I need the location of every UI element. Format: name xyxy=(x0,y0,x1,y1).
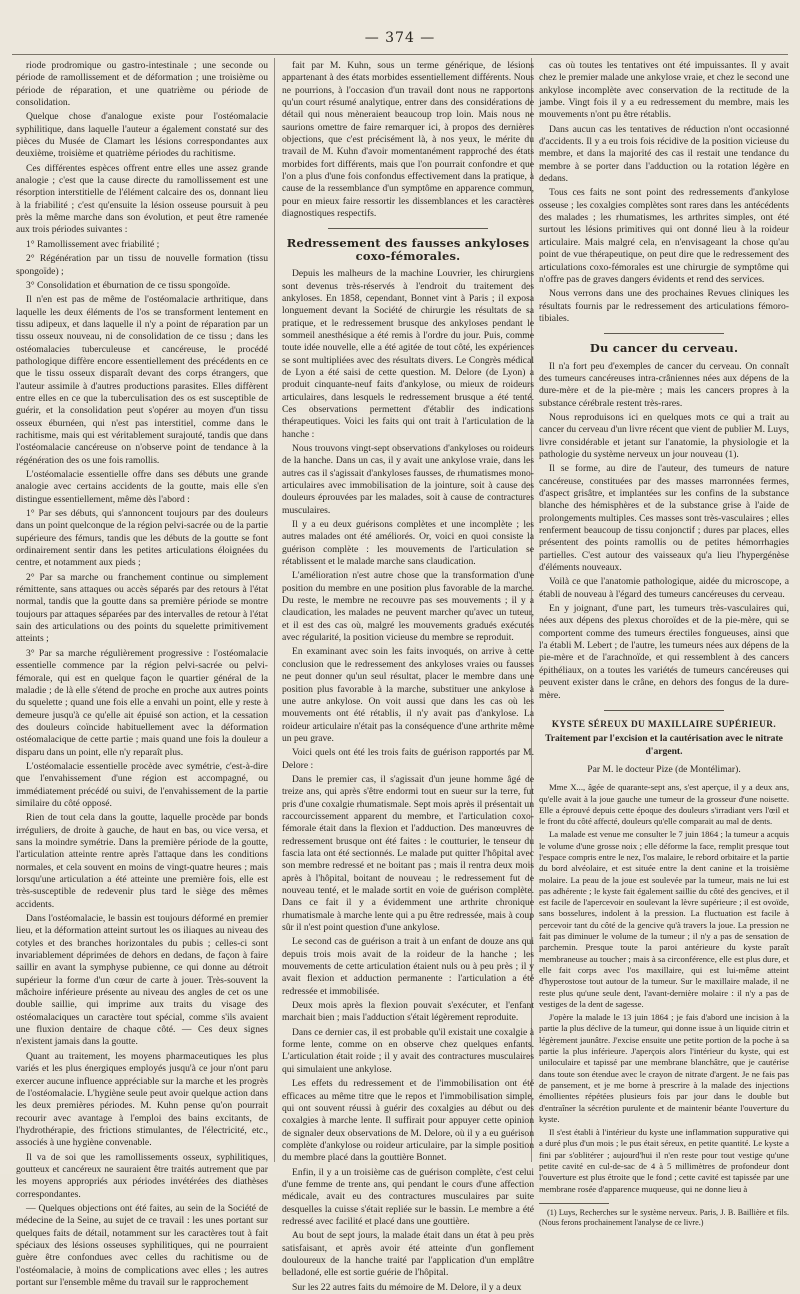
kyste-author: Par M. le docteur Pize (de Montélimar). xyxy=(587,763,741,775)
column-2-body xyxy=(282,268,534,1294)
paragraph: Il se forme, au dire de l'auteur, des tumeurs de nature cancéreuse, constituées par des masses marronnées fermes, d'aspect grisâtre, et implantées sur les confins de la substance blanche des hémisphères et de la substance grise à l'aide de prolongements multiples. Ces masses sont très-vasculaires ; elles renferment beaucoup de tissu conjonctif ; dures par places, elles présentent des points ramollis ou de petites hémorrhagies partielles. C'est autour des vaisseaux qu'a lieu l'hypergénèse d'éléments nouveaux. xyxy=(539,463,789,574)
paragraph: J'opère la malade le 13 juin 1864 ; je fais d'abord une incision à la partie la plus déclive de la tumeur, qui donne issue à un liquide citrin et légèrement jaunâtre. J'excise ensuite une petite portion de la poche à sa partie la plus inférieure. J'aperçois alors l'intérieur du kyste, qui est uniloculaire et tapissé par une membrane blanchâtre, que je cautérise dans toute son étendue avec le crayon de nitrate d'argent. Je ne fais pas de pansement, et je me borne à prescrire à la malade des injections émollientes répétées plusieurs fois par jour dans le double but d'entraîner la sécrétion purulente et de maintenir béante l'ouverture du kyste. xyxy=(539,1012,789,1124)
paragraph: 3° Par sa marche régulièrement progressive : l'ostéomalacie essentielle commence par la région pelvi-sacrée ou pelvi-fémorale, qui est en quelque façon le quartier général de la maladie ; de là elle s'étend de proche en proche aux autres points du squelette ; quand une fois elle a envahi un point, elle y reste à demeure jusqu'à ce qu'elle ait épuisé son action, et la cessation des douleurs coïncide habituellement avec la déformation ostéomalacique de cette partie ; mais quand une fois la douleur a disparu dans un point, elle n'y reparaît plus. xyxy=(16,647,268,758)
paragraph: 3° Consolidation et éburnation de ce tissu spongoïde. xyxy=(26,279,231,291)
column-3 xyxy=(539,60,789,1228)
paragraph: Dans ce dernier cas, il est probable qu'il existait une coxalgie à forme lente, comme on en observe chez quelques enfants. L'articulation était roide ; il y avait des contractures musculaires qui simulaient une ankylose. xyxy=(282,1026,534,1075)
column-3-continuation xyxy=(539,60,789,325)
footnote-rule xyxy=(539,1203,609,1204)
paragraph: Ces différentes espèces offrent entre elles une assez grande analogie ; c'est que la cause directe du ramollissement est une résorption interstitielle de l'élément calcaire des os, donnant lieu à la friabilité ; c'est qu'ensuite la lésion osseuse poursuit à peu près la même marche dans son évolution, et peut être ramenée aux trois périodes suivantes : xyxy=(16,162,268,236)
header-rule xyxy=(12,54,788,55)
cancer-article-body xyxy=(539,361,789,702)
paragraph: L'ostéomalacie essentielle procède avec symétrie, c'est-à-dire que l'envahissement d'une région est accompagné, ou immédiatement précédé ou suivi, de l'envahissement de la partie similaire du côté opposé. xyxy=(16,760,268,809)
section-separator xyxy=(604,333,724,334)
paragraph: Rien de tout cela dans la goutte, laquelle procède par bonds irréguliers, de droite à gauche, de haut en bas, ou vice versa, et sans la moindre symétrie. Dans la première période de la goutte, l'articulation atteinte rentre après l'attaque dans les conditions normales, et cela souvent en moins de vingt-quatre heures ; mais lorsqu'une articulation a été atteinte une première fois, elle est très-susceptible de redevenir plus tard le siège des mêmes accidents. xyxy=(16,812,268,910)
section-title-ankyloses: Redressement des fausses ankyloses coxo-fémorales. xyxy=(286,236,530,263)
paragraph: Le second cas de guérison a trait à un enfant de douze ans qui depuis trois mois avait de la roideur de la hanche ; les mouvements de cette articulation étaient nuls ou à peu près ; il y avait flexion et adduction permanente : l'articulation a été redressée et immobilisée. xyxy=(282,936,534,997)
paragraph: Les effets du redressement et de l'immobilisation ont été efficaces au même titre que le repos et l'immobilisation simple, qui ont souvent réussi à guérir des coxalgies au début ou des coxalgies à marche lente. Il suffirait pour appuyer cette opinion de signaler deux observations de M. Delore, où il y a eu guérison complète d'ankylose ou roideur articulaire, par la simple position du membre placé dans la gouttière Bonnet. xyxy=(282,1078,534,1164)
paragraph: Nous verrons dans une des prochaines Revues cliniques les résultats fournis par le redressement des articulations fémoro-tibiales. xyxy=(539,288,789,324)
paragraph: — Quelques objections ont été faites, au sein de la Société de médecine de la Seine, au sujet de ce travail : les unes portant sur quelques faits de détail, notamment sur les caractères tout à fait spéciaux des lésions osseuses syphilitiques, qui ne pourraient guère être confondues avec celles du rachitisme ou de l'ostéomalacie, à moins de complications avec elles ; les autres portant sur l'ensemble même du travail sur le rapprochement xyxy=(16,1202,268,1288)
column-2-continuation xyxy=(282,60,534,220)
paragraph: fait par M. Kuhn, sous un terme générique, de lésions appartenant à des états morbides essentiellement différents. Nous ne pourrions, à l'occasion d'un travail dont nous ne rapportons qu'un court résumé analytique, entrer dans des considérations de détail qui nous mèneraient beaucoup trop loin. Mais nous ne saurions omettre de faire remarquer ici, à propos des dernières objections, que c'est précisément là, à nos yeux, le mérite du travail de M. Kuhn d'avoir momentanément rapproché des états morbides fort différents, mais que l'on pourrait confondre et que l'on a plus d'une fois confondus effectivement dans la pratique, à cause de la ressemblance d'un symptôme en apparence commun, pour en mieux faire ressortir les dissemblances et les caractères diagnostiques respectifs. xyxy=(282,60,534,220)
column-1-body xyxy=(16,60,268,1289)
section-title-cancer: Du cancer du cerveau. xyxy=(589,341,739,356)
paragraph: riode prodromique ou gastro-intestinale ; une seconde ou période de ramollissement et de déformation ; une troisième ou période de réparation, et une quatrième ou période de consolidation. xyxy=(16,60,268,109)
section-separator xyxy=(604,710,724,711)
paragraph: Voici quels ont été les trois faits de guérison rapportés par M. Delore : xyxy=(282,747,534,771)
paragraph: Voilà ce que l'anatomie pathologique, aidée du microscope, a établi de nouveau à l'égard des tumeurs cancéreuses du cerveau. xyxy=(539,576,789,600)
kyste-article-body xyxy=(539,782,789,1195)
paragraph: La malade est venue me consulter le 7 juin 1864 ; la tumeur a acquis le volume d'une grosse noix ; elle déforme la face, remplit presque tout l'espace compris entre le nez, l'os malaire, le rebord orbitaire et la partie du bord alvéolaire, et est située entre la dent canine et la troisième molaire. La peau de la joue est soulevée par la tumeur, mais ne lui est pas adhérente ; le kyste fait également saillie du côté des gencives, et il est facile de l'apercevoir en soulevant la lèvre supérieure ; il est ovoïde, sans bosselures, indolent à la pression. La fluctuation est facile à percevoir tant du côté de la gencive qu'à travers la joue. La pression ne fait pas diminuer le volume de la tumeur ; il n'y a pas de sensation de parchemin. Presque toute la paroi antérieure du kyste paraît membraneuse au toucher ; mais à sa circonférence, elle est plus dure, et elle fait corps avec l'os maxillaire, qui est lui-même atteint d'hyperostose tout autour de la tumeur. Sur le maxillaire malade, il ne reste plus qu'une seule dent, l'avant-dernière molaire : il n'y a pas de vestiges de la dent de sagesse. xyxy=(539,829,789,1009)
paragraph: Il s'est établi à l'intérieur du kyste une inflammation suppurative qui a duré plus d'un mois ; le pus était séreux, en petite quantité. Le kyste a fini par s'oblitérer ; aujourd'hui il n'en reste pour tout vestige qu'une petite cavité en cul-de-sac de 4 à 5 millimètres de profondeur dont l'ouverture est plus étroite que le fond ; cette cavité est tapissée par une membrane rosée d'apparence muqueuse, qui ne donne lieu à xyxy=(539,1127,789,1194)
column-2 xyxy=(282,60,534,1293)
paragraph: Nous reproduisons ici en quelques mots ce qui a trait au cancer du cerveau d'un livre récent que vient de publier M. Luys, livre considérable et jetant sur l'anatomie, la physiologie et la pathologie du système nerveux un jour nouveau (1). xyxy=(539,411,789,460)
paragraph: L'amélioration n'est autre chose que la transformation d'une position du membre en une position plus favorable de la marche. Du reste, le membre ne recouvre pas ses mouvements ; il y a claudication, les malades ne peuvent marcher qu'avec un tuteur, et il est des cas où, malgré les mouvements gradués exécutés avec régularité, la position vicieuse du membre se reproduit. xyxy=(282,570,534,644)
paragraph: Tous ces faits ne sont point des redressements d'ankylose osseuse ; les coxalgies complètes sont rares dans les antécédents des malades ; les rhumatismes, les arthrites simples, ont été surtout les lésions primitives qui ont donné lieu à la roideur articulaire. Mais malgré cela, en n'envisageant la chose qu'au point de vue thérapeutique, on peut dire que le redressement des articulations coxo-fémorales est une chirurgie de symptôme qui n'offre pas de graves dangers évidents et rend des services. xyxy=(539,187,789,285)
paragraph: 2° Par sa marche ou franchement continue ou simplement rémittente, sans attaques ou accès séparés par des retours à l'état normal, tandis que la goutte dans sa première période se montre toujours par attaques séparées par des intervalles de retour à l'état sain des articulations ou des points du squelette primitivement atteints ; xyxy=(16,571,268,645)
paragraph: Sur les 22 autres faits du mémoire de M. Delore, il y a deux xyxy=(292,1281,522,1293)
paragraph: Quant au traitement, les moyens pharmaceutiques les plus variés et les plus énergiques employés jusqu'à ce jour n'ont paru exercer aucune influence appréciable sur la marche et les progrès de l'ostéomalacie. L'hygiène seule peut avoir quelque action dans les deux premières périodes. M. Kuhn pense qu'on pourrait recourir avec avantage à l'emploi des bains excitants, de l'hydrothérapie, des frictions stimulantes, de l'électricité, etc., associés à une hygiène convenable. xyxy=(16,1050,268,1149)
paragraph: Mme X..., âgée de quarante-sept ans, s'est aperçue, il y a deux ans, qu'elle avait à la joue gauche une tumeur de la grosseur d'une noisette. Elle a éprouvé depuis cette époque des douleurs s'irradiant vers l'œil et le front du côté affecté, douleurs qu'elle comparait au mal de dents. xyxy=(539,782,789,827)
paragraph: Il y a eu deux guérisons complètes et une incomplète ; les autres malades ont été améliorés. Or, voici en quoi consiste la guérison complète : les mouvements de l'articulation se rétablissent et le malade marche sans claudication. xyxy=(282,519,534,568)
footnote: (1) Luys, Recherches sur le système nerveux. Paris, J. B. Baillière et fils. (Nous ferons prochainement l'analyse de ce livre.) xyxy=(539,1207,789,1228)
paragraph: Dans aucun cas les tentatives de réduction n'ont occasionné d'accidents. Il y a eu trois fois récidive de la position vicieuse du membre, et dans la majorité des cas il restait une tendance du membre à se porter dans l'adduction ou la rotation légère en dedans. xyxy=(539,123,789,185)
paragraph: 1° Par ses débuts, qui s'annoncent toujours par des douleurs dans un point quelconque de la région pelvi-sacrée ou de la partie supérieure des fémurs, tandis que les débuts de la goutte se font ordinairement sentir dans les petites articulations éloignées du centre, et notamment aux pieds ; xyxy=(16,508,268,569)
paragraph: 1° Ramollissement avec friabilité ; xyxy=(26,238,160,250)
paragraph: Il n'a fort peu d'exemples de cancer du cerveau. On connaît des tumeurs cancéreuses intra-crâniennes nées aux dépens de la dure-mère et de la pie-mère ; mais les cancers propres à la substance cérébrale restent très-rares. xyxy=(539,360,789,409)
paragraph: Au bout de sept jours, la malade était dans un état à peu près satisfaisant, et après avoir été atteinte d'un gonflement douloureux de la hanche traité par l'application d'un emplâtre belladoné, elle est sortie guérie de l'hôpital. xyxy=(282,1230,534,1279)
paragraph: Dans le premier cas, il s'agissait d'un jeune homme âgé de treize ans, qui après s'être endormi tout en sueur sur la terre, fut pris d'une coxalgie rhumatismale. Sept mois après il présentait un raccourcissement apparent du membre, et l'articulation coxo-fémorale était dans la flexion et l'adduction. Des manœuvres de redressement brusque ont été faites : le coutturier, le tenseur du fascia lata ont été sectionnés. Le malade put quitter l'hôpital avec son membre redressé et ne boitant pas ; mais il rentra deux mois après à l'hôpital, boitant de nouveau ; le redressement fut de nouveau tenté, et le malade sortit en voie de guérison complète. Dans ce fait il y a évidemment une arthrite chronique rhumatismale à marche lente qui a pu être redressée, mais à coup sûr il n'est point question d'une ankylose. xyxy=(282,773,534,934)
paragraph: En examinant avec soin les faits invoqués, on arrive à cette conclusion que le redressement des ankyloses vraies ou fausses ne peut donner qu'un seul résultat, placer le membre dans une position plus favorable à la marche, substituer une ankylose à une autre ankylose. On voit aussi que dans les cas où les mouvements ont été rétablis, il n'y avait pas d'ankylose. La roideur articulaire n'était pas la conséquence d'une arthrite même un peu grave. xyxy=(282,646,534,744)
column-divider xyxy=(274,58,275,1162)
paragraph: Deux mois après la flexion pouvait s'exécuter, et l'enfant marchait bien ; mais l'adduction s'était légèrement reproduite. xyxy=(282,1000,534,1024)
paragraph: Il va de soi que les ramollissements osseux, syphilitiques, goutteux et cancéreux ne sauraient être traités autrement que par les moyens appropriés aux périodes invétérées des diathèses correspondantes. xyxy=(16,1151,268,1200)
paragraph: Depuis les malheurs de la machine Louvrier, les chirurgiens sont devenus très-réservés à l'endroit du traitement des ankyloses. En 1858, cependant, Bonnet vint à Paris ; il exposa longuement devant la Société de chirurgie les résultats de sa pratique, et le redressement brusque des ankyloses pendant le sommeil anesthésique a été remis à l'ordre du jour. Puis, comme toute idée nouvelle, elle a été agitée de tout côté, les expériences se sont multipliées avec des résultats divers. Le Congrès médical de Lyon a été saisi de cette question. M. Delore (de Lyon) a produit cinquante-neuf faits d'ankylose, ou mieux de roideurs articulaires, dans lesquels le redressement brusque a été tenté. Ces observations permettent d'établir des indications thérapeutiques. Voici les faits qui ont trait à l'articulation de la hanche : xyxy=(282,268,534,440)
section-separator xyxy=(328,228,488,229)
paragraph: Dans l'ostéomalacie, le bassin est toujours déformé en premier lieu, et la déformation atteint surtout les os iliaques au niveau des cotyles et des branches horizontales du pubis ; celles-ci sont invariablement déprimées de dehors en dedans, de façon à faire saillir en avant la symphyse pubienne, ce qui donne au détroit supérieur la forme d'un cœur de carte à jouer. Très-souvent la mâchoire inférieure présente au niveau des angles de cet os une double saillie, qui imprime aux traits du visage des ostéomalaciques un caractère tout spécial, comme s'ils avaient une fluxion dentaire de chaque côté. — Ces deux signes n'existent jamais dans la goutte. xyxy=(16,913,268,1048)
paragraph: Nous trouvons vingt-sept observations d'ankyloses ou roideurs de la hanche. Dans un cas, il y avait une ankylose vraie, dans les autres cas il s'agissait d'ankyloses fausses, de rhumatismes mono-articulaires avec immobilisation de la jointure, soit à cause des douleurs éprouvées par les malades, soit à cause de contractures musculaires. xyxy=(282,442,534,516)
paragraph: cas où toutes les tentatives ont été impuissantes. Il y avait chez le premier malade une ankylose vraie, et chez le second une ankylose incomplète avec conservation de la rectitude de la jambe. Vingt fois il y a eu redressement du membre, mais les mouvements n'ont pu être rétablis. xyxy=(539,60,789,121)
section-title-kyste: KYSTE SÉREUX DU MAXILLAIRE SUPÉRIEUR. xyxy=(551,719,777,730)
paragraph: En y joignant, d'une part, les tumeurs très-vasculaires qui, nées aux dépens des plexus choroïdes et de la pie-mère, qui se comportent comme des tumeurs érectiles fongueuses, ainsi que l'a établi M. Lebert ; de l'autre, les tumeurs nées aux dépens de la pie-mère et de l'arachnoïde, et qui ressemblent à des cancers épithéliaux, on a toutes les variétés de tumeurs cancéreuses qui peuvent exister dans le crâne, en dehors des fongus de la dure-mère. xyxy=(539,603,789,701)
paragraph: Il n'en est pas de même de l'ostéomalacie arthritique, dans laquelle les deux éléments de l'os se transforment lentement en tissu adipeux, et dans laquelle il n'y a point de réparation par un tissu osseux nouveau, ni de consolidation de ce tissu ; dans les ostéomalacies tuberculeuse et cancéreuse, le procédé pathologique diffère encore essentiellement des précédents en ce que le tissu osseux disparaît devant des corps étrangers, que l'auteur assimile à d'autres productions parasites. Elles diffèrent entre elles en ce que la tuberculisation des os est susceptible de guérir, et la consolidation peut s'opérer au moyen d'un tissu osseux éburnéen, qui n'est pas interstitiel, comme dans le rachitisme, mais qui est véritablement surajouté, tandis que dans l'ostéomalacie cancéreuse on n'observe point de tendance à la régénération des os une fois ramollis. xyxy=(16,294,268,466)
paragraph: 2° Régénération par un tissu de nouvelle formation (tissu spongoïde) ; xyxy=(16,253,268,277)
column-1 xyxy=(16,60,268,1288)
paragraph: L'ostéomalacie essentielle offre dans ses débuts une grande analogie avec certains accidents de la goutte, mais elle s'en distingue essentiellement, même dès l'abord : xyxy=(16,469,268,505)
page-number: — 374 — xyxy=(364,30,436,46)
paragraph: Quelque chose d'analogue existe pour l'ostéomalacie syphilitique, dans laquelle l'auteur a également constaté sur des pièces du Musée de Clamart les lésions correspondantes aux deuxième, troisième et quatrième périodes du rachitisme. xyxy=(16,111,268,160)
kyste-subtitle: Traitement par l'excision et la cautérisation avec le nitrate d'argent. xyxy=(545,733,783,757)
paragraph: Enfin, il y a un troisième cas de guérison complète, c'est celui d'une femme de trente ans, qui pendant le cours d'une affection médicale, avait eu des contractures musculaires par suite desquelles la cuisse s'était repliée sur le bassin. Le membre a été redressé avec facilité et placé dans une gouttière. xyxy=(282,1166,534,1227)
